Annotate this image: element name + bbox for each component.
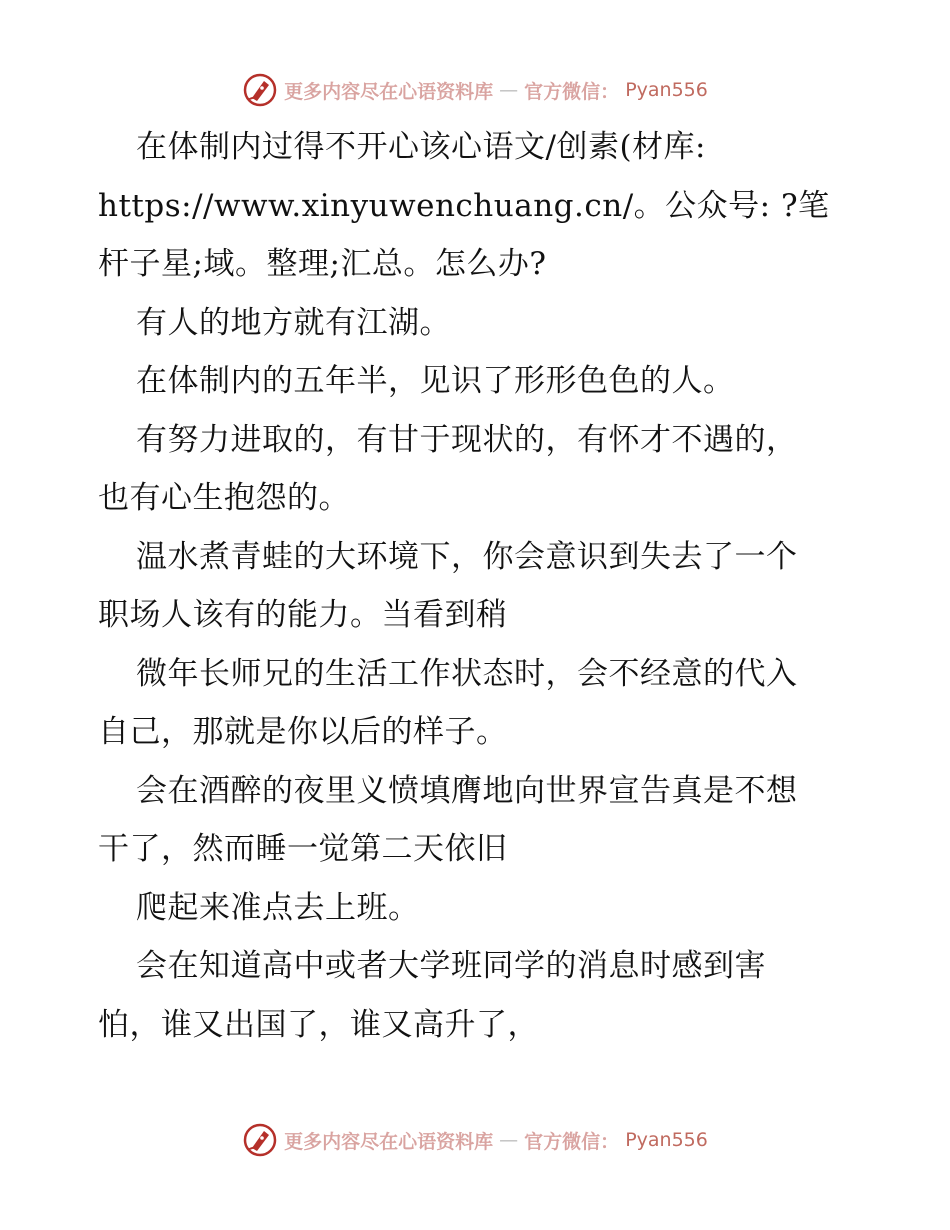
watermark-wechat-label: 官方微信： [524, 80, 620, 103]
paragraph-line: 爬起来准点去上班。 [136, 889, 420, 926]
watermark-separator: — [499, 79, 519, 101]
watermark-site-text: 更多内容尽在心语资料库 [284, 80, 494, 103]
watermark-wechat-account: Pyan556 [625, 79, 708, 101]
paragraph-line: 有努力进取的，有甘于现状的，有怀才不遇的， [136, 421, 798, 458]
watermark-wechat-label: 官方微信： [524, 1130, 620, 1153]
pen-nib-logo-icon [242, 72, 278, 108]
paragraph-line: 自己，那就是你以后的样子。 [98, 714, 508, 750]
paragraph-line: 杆子星;域。整理;汇总。怎么办? [98, 246, 547, 282]
paragraph-line: 会在知道高中或者大学班同学的消息时感到害 [136, 948, 766, 984]
watermark-separator: — [499, 1129, 519, 1151]
paragraph-line: 职场人该有的能力。当看到稍 [98, 597, 508, 633]
paragraph-line: 有人的地方就有江湖。 [136, 304, 451, 341]
paragraph-line: 微年长师兄的生活工作状态时，会不经意的代入 [136, 655, 798, 692]
paragraph-line: 温水煮青蛙的大环境下，你会意识到失去了一个 [136, 538, 798, 575]
footer-watermark [0, 1120, 950, 1160]
paragraph-line: 会在酒醉的夜里义愤填膺地向世界宣告真是不想 [136, 772, 798, 809]
paragraph-line: 也有心生抱怨的。 [98, 480, 350, 516]
header-watermark [0, 70, 950, 110]
paragraph-line: 在体制内过得不开心该心语文/创素(材库: [136, 129, 706, 165]
watermark-site-text: 更多内容尽在心语资料库 [284, 1130, 494, 1153]
paragraph-line: https://www.xinyuwenchuang.cn/。公众号: ?笔 [98, 187, 830, 224]
document-body [98, 118, 858, 1054]
paragraph-line: 怕，谁又出国了，谁又高升了， [98, 1006, 539, 1043]
watermark-wechat-account: Pyan556 [625, 1129, 708, 1151]
paragraph-line: 在体制内的五年半，见识了形形色色的人。 [136, 363, 735, 399]
pen-nib-logo-icon [242, 1122, 278, 1158]
paragraph-line: 干了，然而睡一觉第二天依旧 [98, 831, 508, 867]
